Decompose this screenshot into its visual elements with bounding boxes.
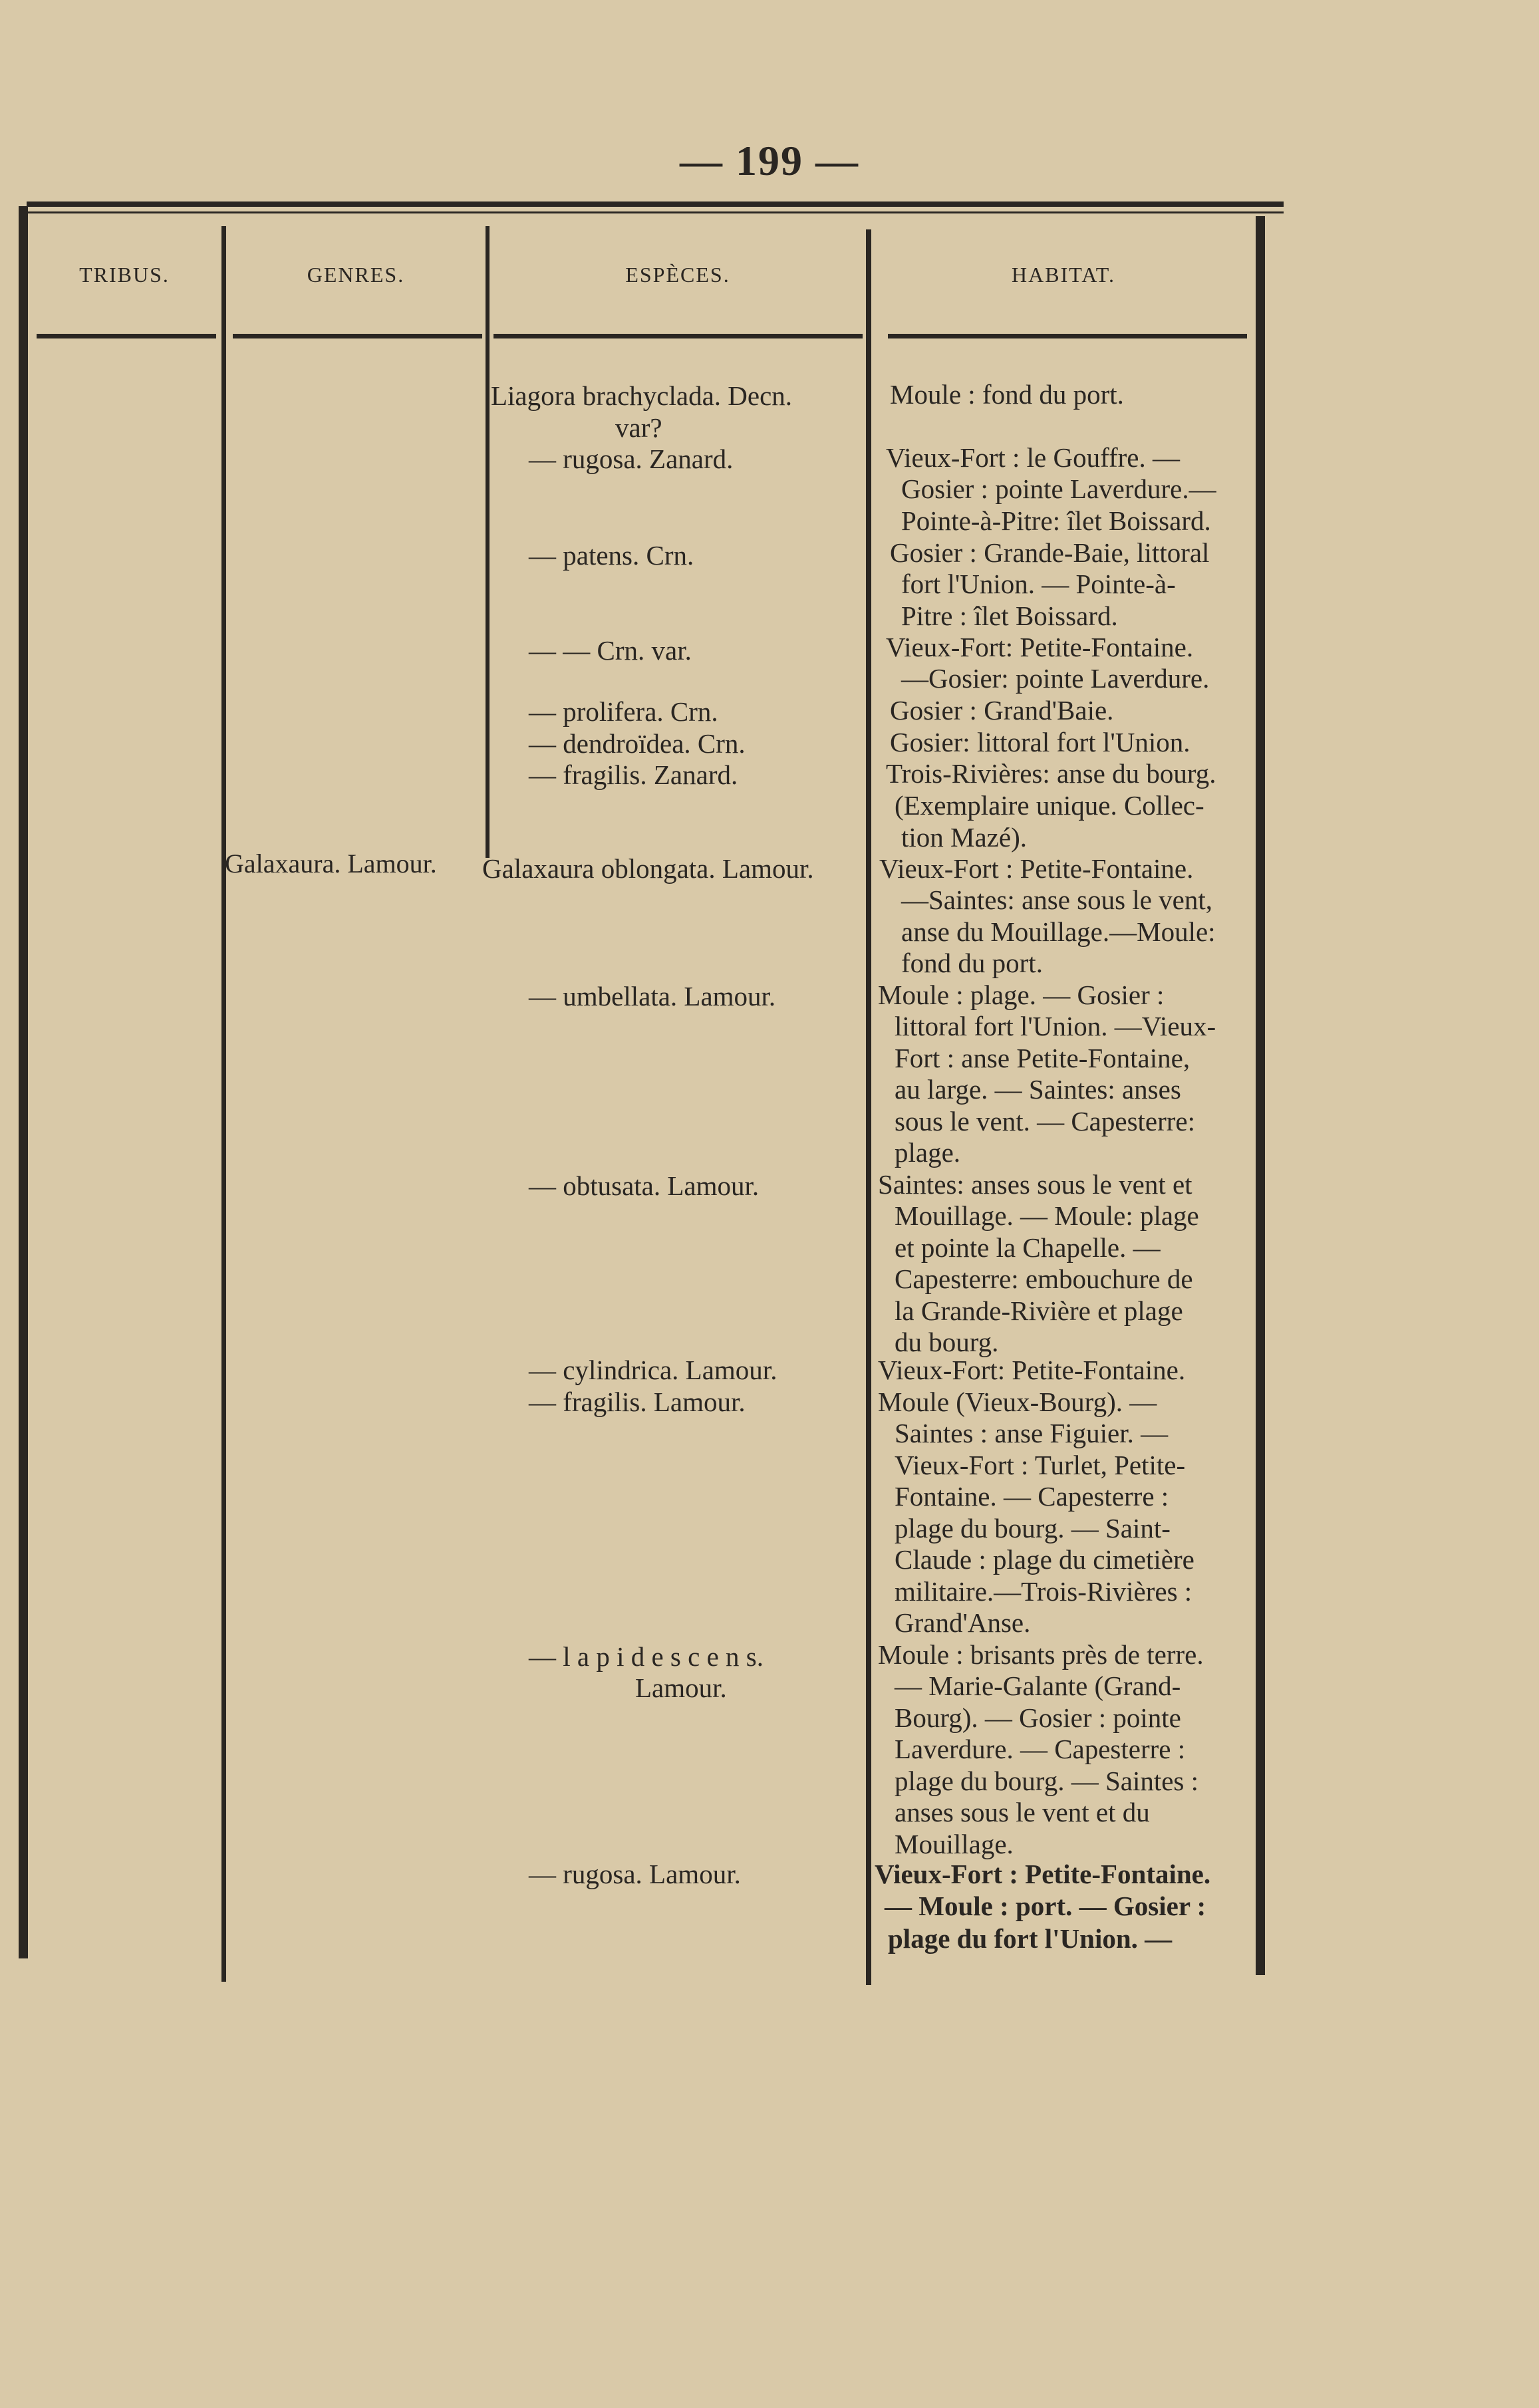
header-separator-tribus	[37, 334, 216, 338]
page-number: — 199 —	[680, 137, 859, 184]
genre-galaxaura: Galaxaura. Lamour.	[225, 849, 437, 878]
habitat-entry: militaire.—Trois-Rivières :	[895, 1576, 1192, 1607]
habitat-entry: plage.	[895, 1137, 961, 1168]
habitat-entry: Mouillage. — Moule: plage	[895, 1200, 1199, 1231]
header-genres: GENRES.	[307, 263, 405, 287]
header-separator-habitat	[888, 334, 1247, 338]
habitat-entry: Pitre : îlet Boissard.	[901, 601, 1118, 631]
habitat-entry: — Marie-Galante (Grand-	[895, 1671, 1181, 1701]
habitat-entry: Vieux-Fort : le Gouffre. —	[886, 442, 1180, 473]
habitat-entry: Vieux-Fort: Petite-Fontaine.	[886, 632, 1194, 662]
habitat-entry: fond du port.	[901, 948, 1043, 978]
habitat-entry: la Grande-Rivière et plage	[895, 1295, 1183, 1326]
species-entry: — — Crn. var.	[529, 635, 692, 666]
species-entry: — prolifera. Crn.	[529, 696, 718, 727]
habitat-entry: Pointe-à-Pitre: îlet Boissard.	[901, 505, 1211, 536]
habitat-entry: Moule : fond du port.	[890, 379, 1124, 410]
habitat-entry: plage du bourg. — Saint-	[895, 1513, 1171, 1543]
habitat-entry: Trois-Rivières: anse du bourg.	[886, 758, 1216, 789]
habitat-entry: Vieux-Fort : Petite-Fontaine.	[875, 1859, 1211, 1889]
species-entry: — rugosa. Zanard.	[529, 444, 734, 474]
habitat-entry: Laverdure. — Capesterre :	[895, 1734, 1186, 1764]
habitat-entry: fort l'Union. — Pointe-à-	[901, 569, 1176, 599]
habitat-entry: du bourg.	[895, 1327, 999, 1357]
species-entry: — dendroïdea. Crn.	[529, 728, 746, 759]
habitat-entry: Vieux-Fort : Petite-Fontaine.	[879, 853, 1194, 884]
species-entry: Lamour.	[635, 1672, 727, 1703]
habitat-entry: et pointe la Chapelle. —	[895, 1232, 1161, 1263]
habitat-entry: sous le vent. — Capesterre:	[895, 1106, 1196, 1137]
habitat-entry: Moule : plage. — Gosier :	[878, 980, 1165, 1010]
habitat-entry: Fort : anse Petite-Fontaine,	[895, 1043, 1190, 1073]
habitat-entry: —Saintes: anse sous le vent,	[901, 884, 1213, 915]
habitat-entry: Gosier: littoral fort l'Union.	[890, 727, 1190, 757]
habitat-entry: anse du Mouillage.—Moule:	[901, 916, 1216, 947]
habitat-entry: Bourg). — Gosier : pointe	[895, 1702, 1181, 1733]
header-especes: ESPÈCES.	[625, 263, 730, 287]
species-entry: — l a p i d e s c e n s.	[529, 1641, 764, 1672]
species-entry: — obtusata. Lamour.	[529, 1170, 760, 1201]
habitat-entry: Vieux-Fort: Petite-Fontaine.	[878, 1355, 1186, 1385]
habitat-entry: Gosier : Grand'Baie.	[890, 695, 1114, 726]
habitat-entry: Moule : brisants près de terre.	[878, 1639, 1204, 1670]
header-habitat: HABITAT.	[1012, 263, 1115, 287]
header-tribus: TRIBUS.	[79, 263, 170, 287]
species-entry: Liagora brachyclada. Decn.	[491, 380, 793, 411]
table-left-border	[19, 206, 28, 1958]
habitat-entry: Saintes : anse Figuier. —	[895, 1418, 1169, 1448]
species-entry: var?	[615, 412, 662, 443]
table-top-rule	[27, 201, 1284, 207]
habitat-entry: Mouillage.	[895, 1829, 1014, 1859]
header-separator-especes	[493, 334, 863, 338]
habitat-entry: littoral fort l'Union. —Vieux-	[895, 1011, 1216, 1041]
column-rule-genres-especes	[486, 226, 490, 858]
habitat-entry: Saintes: anses sous le vent et	[878, 1169, 1192, 1200]
habitat-entry: Vieux-Fort : Turlet, Petite-	[895, 1450, 1186, 1480]
habitat-entry: Claude : plage du cimetière	[895, 1544, 1194, 1575]
habitat-entry: Fontaine. — Capesterre :	[895, 1481, 1169, 1512]
species-entry: — fragilis. Lamour.	[529, 1387, 746, 1417]
habitat-entry: Moule (Vieux-Bourg). —	[878, 1387, 1157, 1417]
habitat-entry: Grand'Anse.	[895, 1607, 1031, 1638]
habitat-entry: anses sous le vent et du	[895, 1797, 1150, 1827]
table-top-rule-thin	[27, 211, 1284, 213]
habitat-entry: (Exemplaire unique. Collec-	[895, 790, 1204, 821]
habitat-entry: Capesterre: embouchure de	[895, 1264, 1193, 1294]
habitat-entry: plage du fort l'Union. —	[888, 1923, 1173, 1954]
species-entry: Galaxaura oblongata. Lamour.	[482, 853, 814, 884]
species-entry: — rugosa. Lamour.	[529, 1859, 741, 1889]
species-entry: — cylindrica. Lamour.	[529, 1355, 777, 1385]
habitat-entry: plage du bourg. — Saintes :	[895, 1766, 1199, 1796]
header-separator-genres	[233, 334, 482, 338]
habitat-entry: Gosier : Grande-Baie, littoral	[890, 537, 1210, 568]
habitat-entry: — Moule : port. — Gosier :	[885, 1891, 1206, 1921]
species-entry: — fragilis. Zanard.	[529, 759, 738, 790]
species-entry: — umbellata. Lamour.	[529, 981, 776, 1011]
habitat-entry: Gosier : pointe Laverdure.—	[901, 473, 1216, 504]
column-rule-especes-habitat	[866, 229, 871, 1985]
habitat-entry: —Gosier: pointe Laverdure.	[901, 663, 1210, 694]
habitat-entry: au large. — Saintes: anses	[895, 1074, 1181, 1105]
habitat-entry: tion Mazé).	[901, 822, 1027, 853]
species-entry: — patens. Crn.	[529, 540, 694, 571]
column-rule-tribus-genres	[221, 226, 226, 1982]
